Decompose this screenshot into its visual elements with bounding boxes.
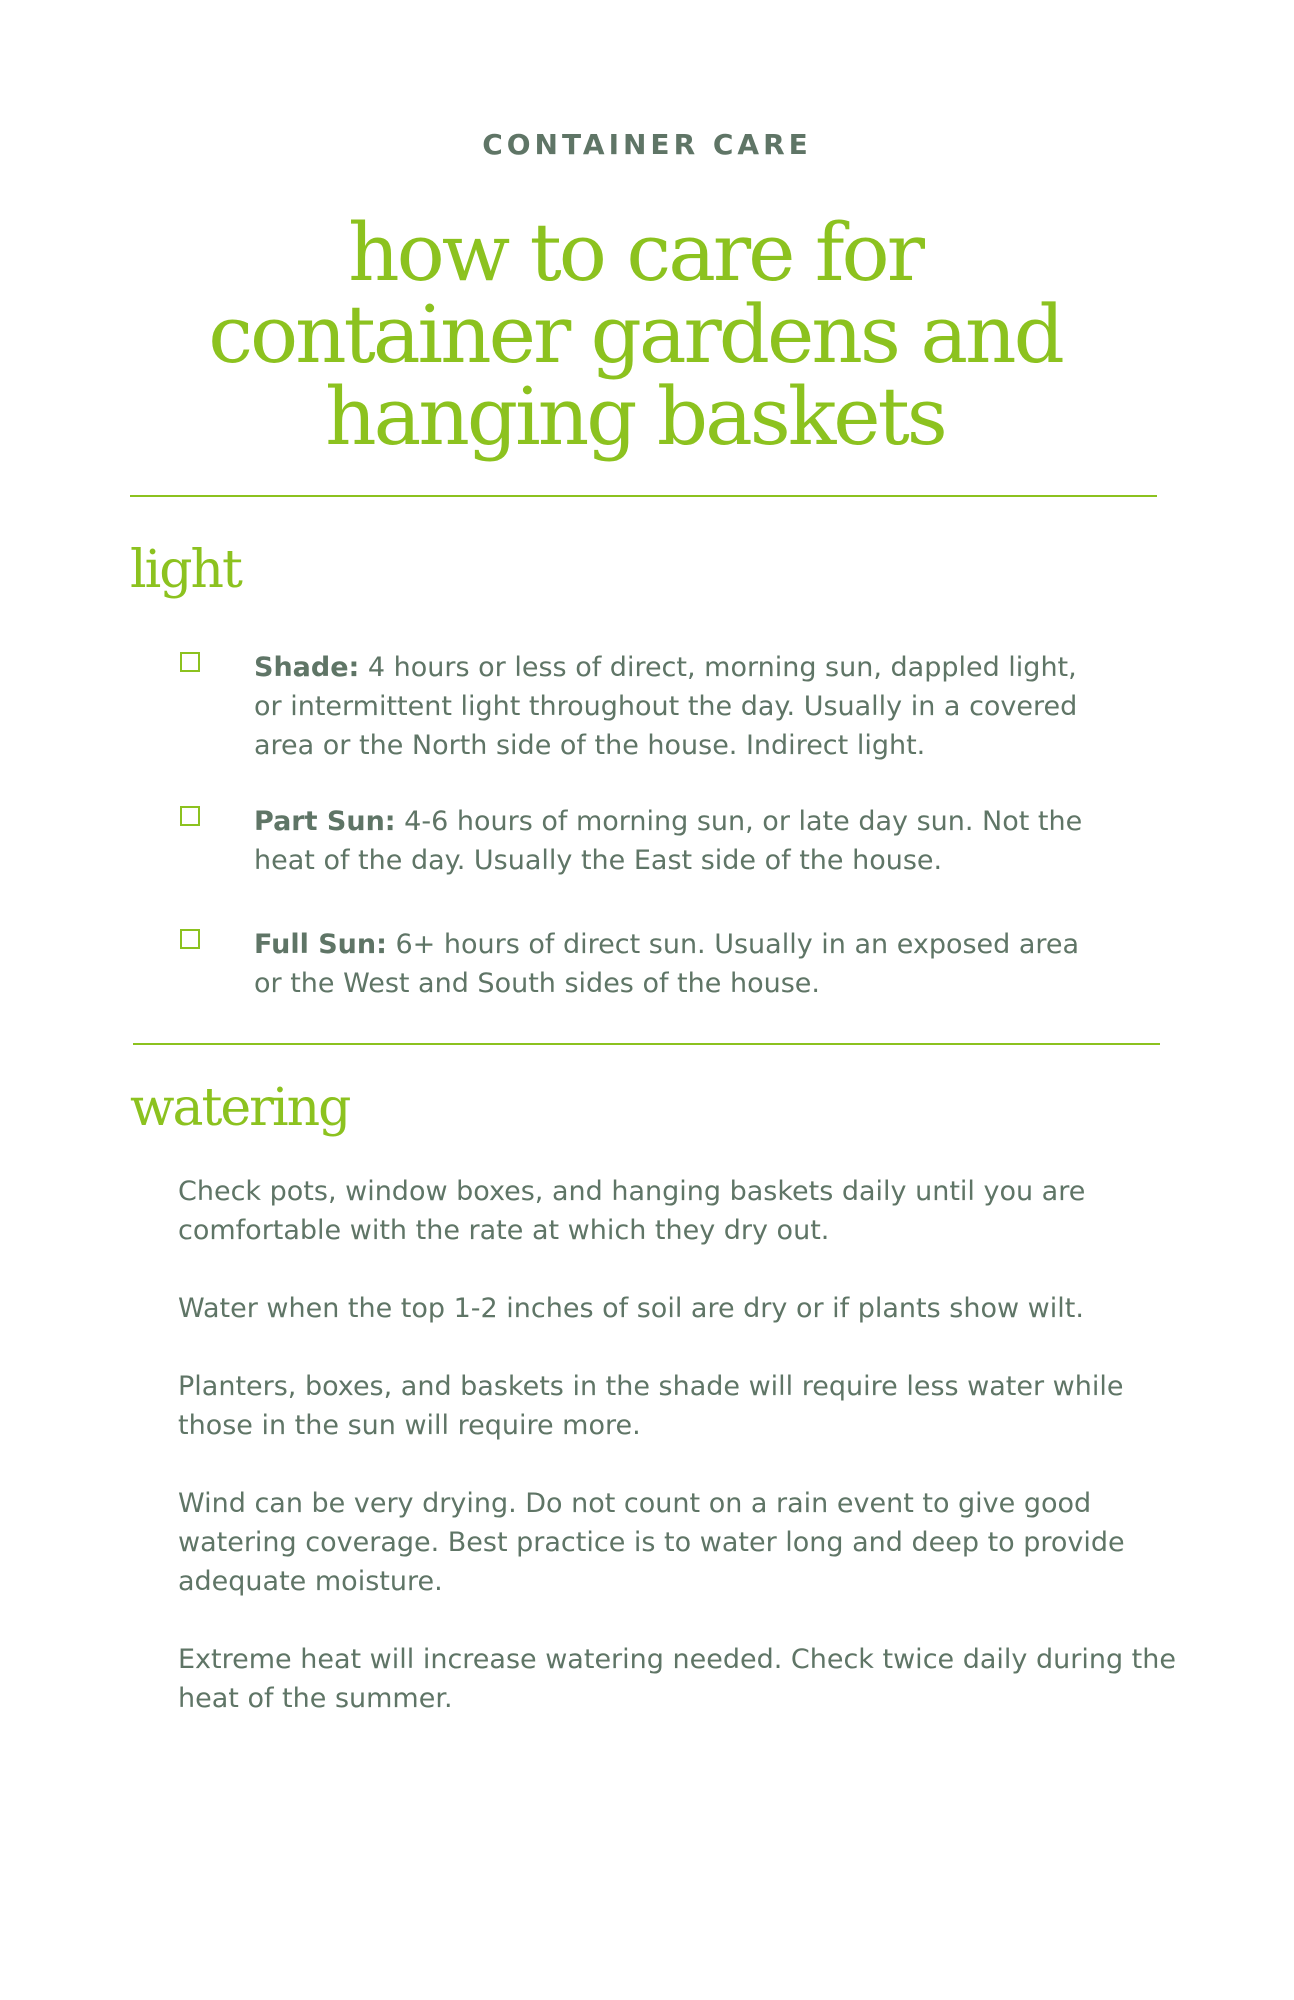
page-title (100, 206, 1170, 463)
light-heading: light (130, 540, 241, 600)
light-description: 4 hours or less of direct, morning sun, dappled light, or intermittent light throughout the day. Usually in a covered area or the North side of the house. Indirect light. (254, 652, 1078, 761)
list-item (178, 648, 1098, 765)
checkbox[interactable] (180, 652, 200, 672)
light-term: Part Sun: (254, 806, 396, 837)
light-description: 6+ hours of direct sun. Usually in an exposed area or the West and South sides of the house. (254, 929, 1080, 999)
checkbox[interactable] (180, 806, 200, 826)
title-line: how to care for (348, 206, 922, 299)
watering-paragraph: Extreme heat will increase watering needed. Check twice daily during the heat of the summer. (178, 1644, 1176, 1714)
light-description: 4-6 hours of morning sun, or late day sun. Not the heat of the day. Usually the East side of the house. (254, 806, 1083, 876)
watering-paragraph: Water when the top 1-2 inches of soil are dry or if plants show wilt. (178, 1293, 1084, 1324)
list-item (178, 802, 1098, 880)
divider (133, 1043, 1160, 1045)
title-line: container gardens and (208, 288, 1062, 381)
watering-heading: watering (130, 1078, 350, 1138)
section-eyebrow: CONTAINER CARE (482, 128, 812, 161)
light-term: Full Sun: (254, 929, 387, 960)
watering-paragraph: Wind can be very drying. Do not count on a rain event to give good watering coverage. Best practice is to water long and deep to provide adequate moisture. (178, 1488, 1125, 1597)
watering-paragraph: Check pots, window boxes, and hanging baskets daily until you are comfortable with the rate at which they dry out. (178, 1176, 1086, 1246)
divider (130, 495, 1157, 497)
list-item (178, 925, 1098, 1003)
watering-section (178, 1172, 1198, 1757)
checkbox[interactable] (180, 929, 200, 949)
light-term: Shade: (254, 652, 360, 683)
watering-paragraph: Planters, boxes, and baskets in the shade will require less water while those in the sun will require more. (178, 1371, 1124, 1441)
light-checklist (178, 648, 1098, 1003)
title-line: hanging baskets (325, 370, 945, 463)
